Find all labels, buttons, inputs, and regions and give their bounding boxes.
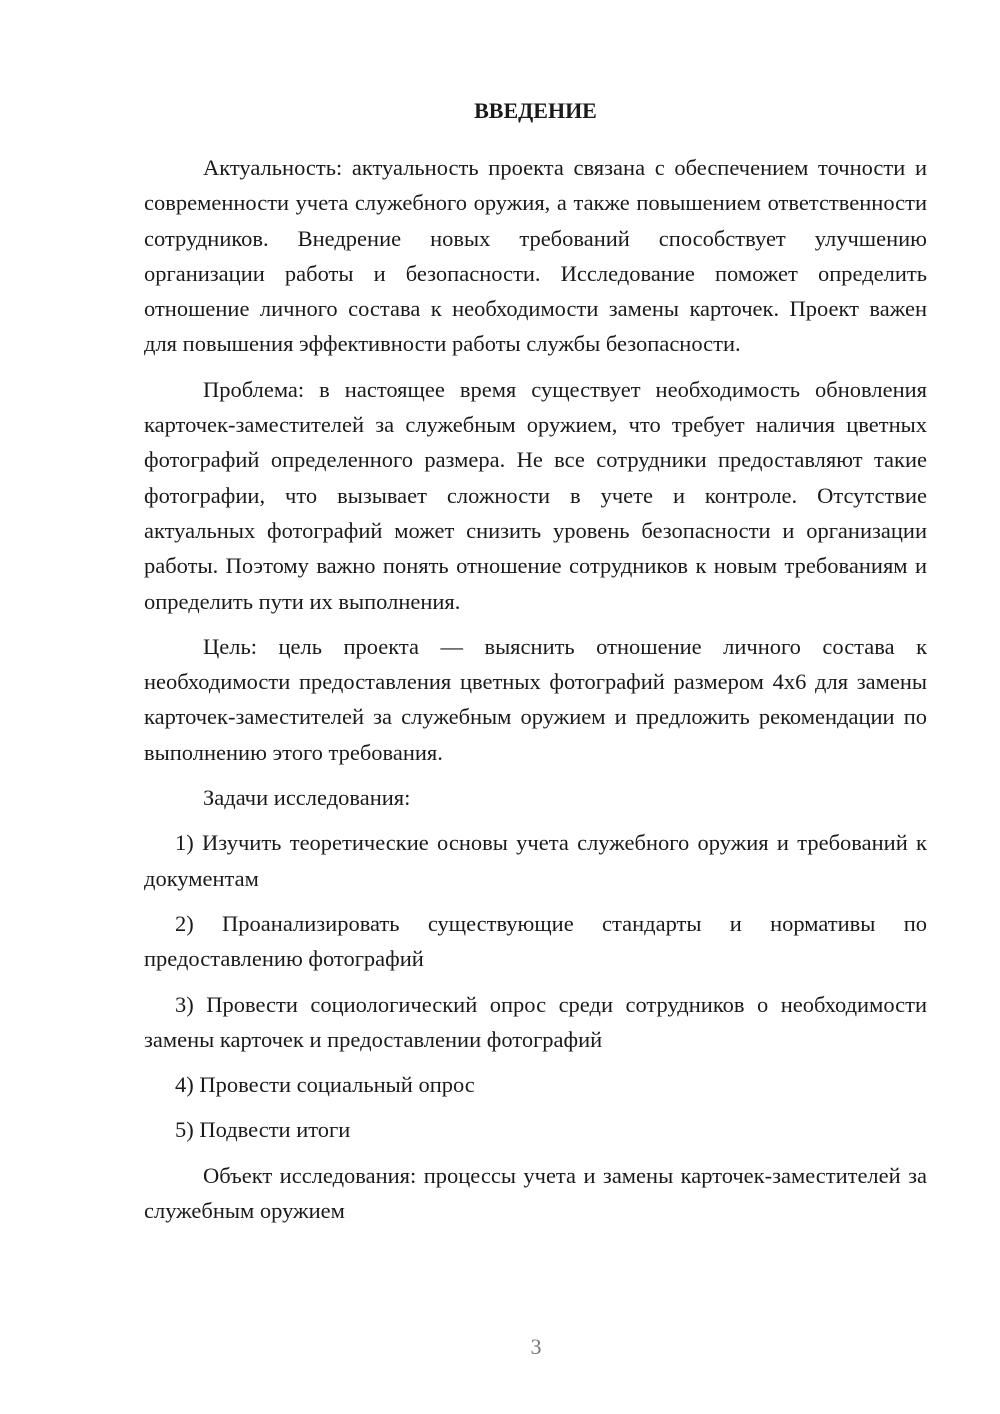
page-number: 3: [530, 1334, 542, 1359]
task-item-3: 3) Провести социологический опрос среди сотрудников о необходимости замены карточек и предоставлении фотографий: [144, 991, 927, 1052]
task-item-2: 2) Проанализировать существующие стандарты и нормативы по предоставлению фотографий: [144, 910, 927, 972]
object-paragraph: Объект исследования: процессы учета и замены карточек-заместителей за служебным оружием: [144, 1162, 927, 1224]
page-content: [144, 92, 927, 1228]
task-item-4: 4) Провести социальный опрос: [175, 1072, 475, 1098]
task-item-1: 1) Изучить теоретические основы учета служебного оружия и требований к документам: [144, 830, 927, 891]
page-title: ВВЕДЕНИЕ: [474, 98, 597, 123]
task-item-5: 5) Подвести итоги: [175, 1117, 351, 1143]
goal-paragraph: Цель: цель проекта — выяснить отношение личного состава к необходимости предоставления цветных фотографий размером 4х6 для замены карточек-заместителей за служебным оружием и предложить рекомендации по выполнению этого требования.: [144, 633, 927, 765]
tasks-heading: Задачи исследования:: [203, 785, 411, 811]
relevance-paragraph: Актуальность: актуальность проекта связана с обеспечением точности и современности учета служебного оружия, а также повышением ответственности сотрудников. Внедрение новых требований способствует улучшению организации работы и безопасности. Исследование поможет определить отношение личного состава к необходимости замены карточек. Проект важен для повышения эффективности работы службы безопасности.: [144, 155, 927, 357]
problem-paragraph: Проблема: в настоящее время существует необходимость обновления карточек-заместителей за служебным оружием, что требует наличия цветных фотографий определенного размера. Не все сотрудники предоставляют такие фотографии, что вызывает сложности в учете и контроле. Отсутствие актуальных фотографий может снизить уровень безопасности и организации работы. Поэтому важно понять отношение сотрудников к новым требованиям и определить пути их выполнения.: [144, 376, 927, 614]
